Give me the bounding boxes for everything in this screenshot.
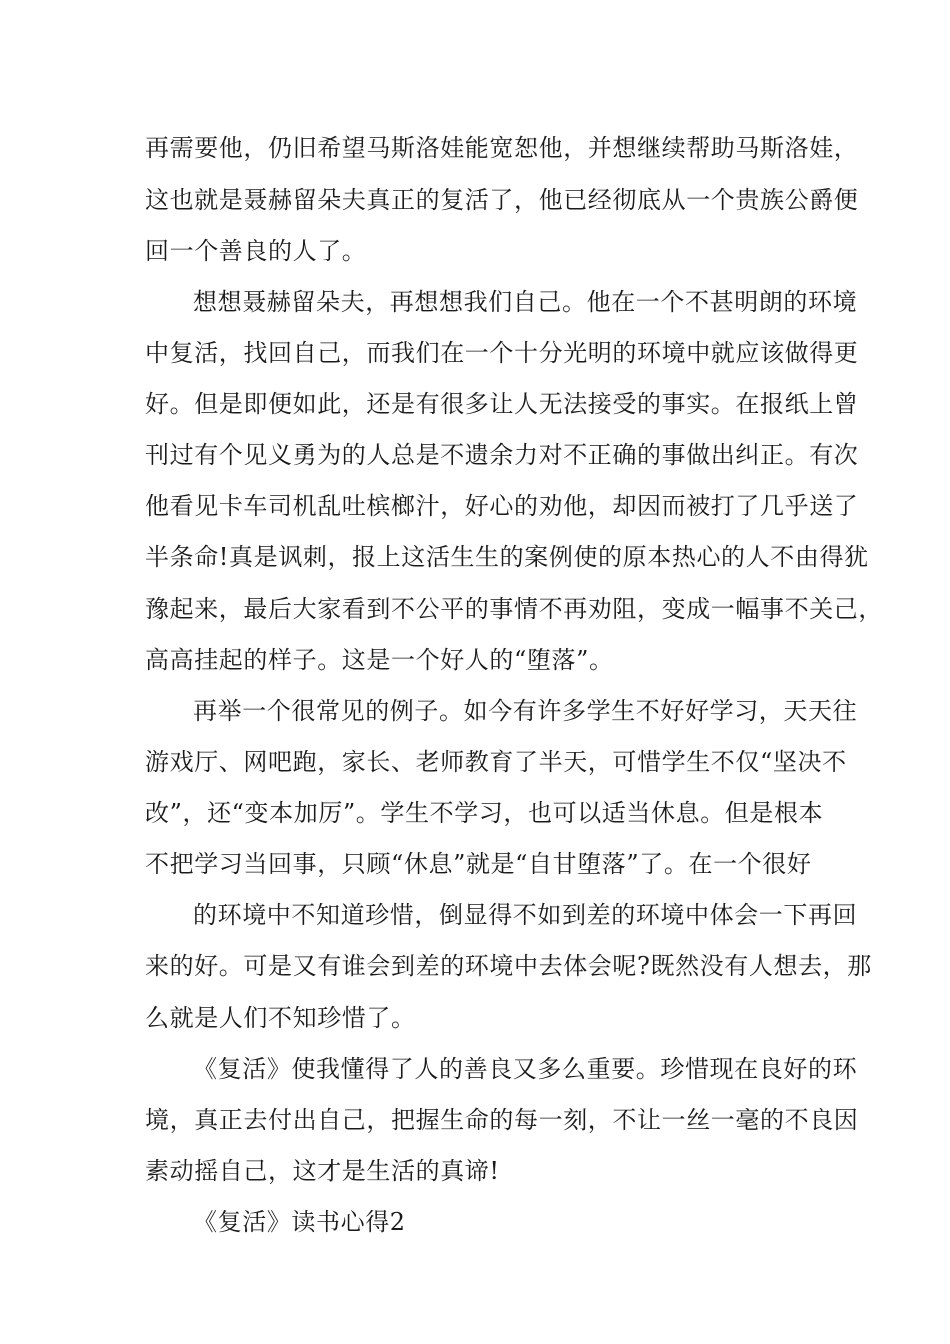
text-line: 他看见卡车司机乱吐槟榔汁，好心的劝他，却因而被打了几乎送了 (145, 492, 859, 520)
text-line: 中复活，找回自己，而我们在一个十分光明的环境中就应该做得更 (145, 339, 859, 367)
text-line: 来的好。可是又有谁会到差的环境中去体会呢?既然没有人想去，那 (145, 952, 872, 980)
text-line: 这也就是聂赫留朵夫真正的复活了，他已经彻底从一个贵族公爵便 (145, 186, 859, 214)
text-line: 半条命!真是讽刺，报上这活生生的案例使的原本热心的人不由得犹 (145, 543, 869, 571)
text-line: 境，真正去付出自己，把握生命的每一刻，不让一丝一毫的不良因 (145, 1106, 859, 1134)
paragraph-start-line: 《复活》使我懂得了人的善良又多么重要。珍惜现在良好的环 (193, 1055, 858, 1083)
text-line: 素动摇自己，这才是生活的真谛! (145, 1157, 500, 1185)
paragraph-start-line: 的环境中不知道珍惜，倒显得不如到差的环境中体会一下再回 (193, 901, 858, 929)
text-line: 不把学习当回事，只顾“休息”就是“自甘堕落”了。在一个很好 (145, 850, 812, 878)
paragraph-start-line: 再举一个很常见的例子。如今有许多学生不好好学习，天天往 (193, 697, 858, 725)
text-line: 回一个善良的人了。 (145, 237, 367, 265)
text-line: 刊过有个见义勇为的人总是不遗余力对不正确的事做出纠正。有次 (145, 441, 859, 469)
text-line: 好。但是即便如此，还是有很多让人无法接受的事实。在报纸上曾 (145, 390, 859, 418)
text-line: 高高挂起的样子。这是一个好人的“堕落”。 (145, 646, 614, 674)
text-line: 豫起来，最后大家看到不公平的事情不再劝阻，变成一幅事不关己， (145, 595, 883, 623)
paragraph-start-line: 想想聂赫留朵夫，再想想我们自己。他在一个不甚明朗的环境 (193, 288, 858, 316)
text-line: 改”，还“变本加厉”。学生不学习，也可以适当休息。但是根本 (145, 799, 824, 827)
text-line: 再需要他，仍旧希望马斯洛娃能宽恕他，并想继续帮助马斯洛娃， (145, 134, 859, 162)
text-line: 游戏厅、网吧跑，家长、老师教育了半天，可惜学生不仅“坚决不 (145, 748, 847, 776)
section-heading: 《复活》读书心得2 (193, 1208, 406, 1236)
text-line: 么就是人们不知珍惜了。 (145, 1004, 416, 1032)
